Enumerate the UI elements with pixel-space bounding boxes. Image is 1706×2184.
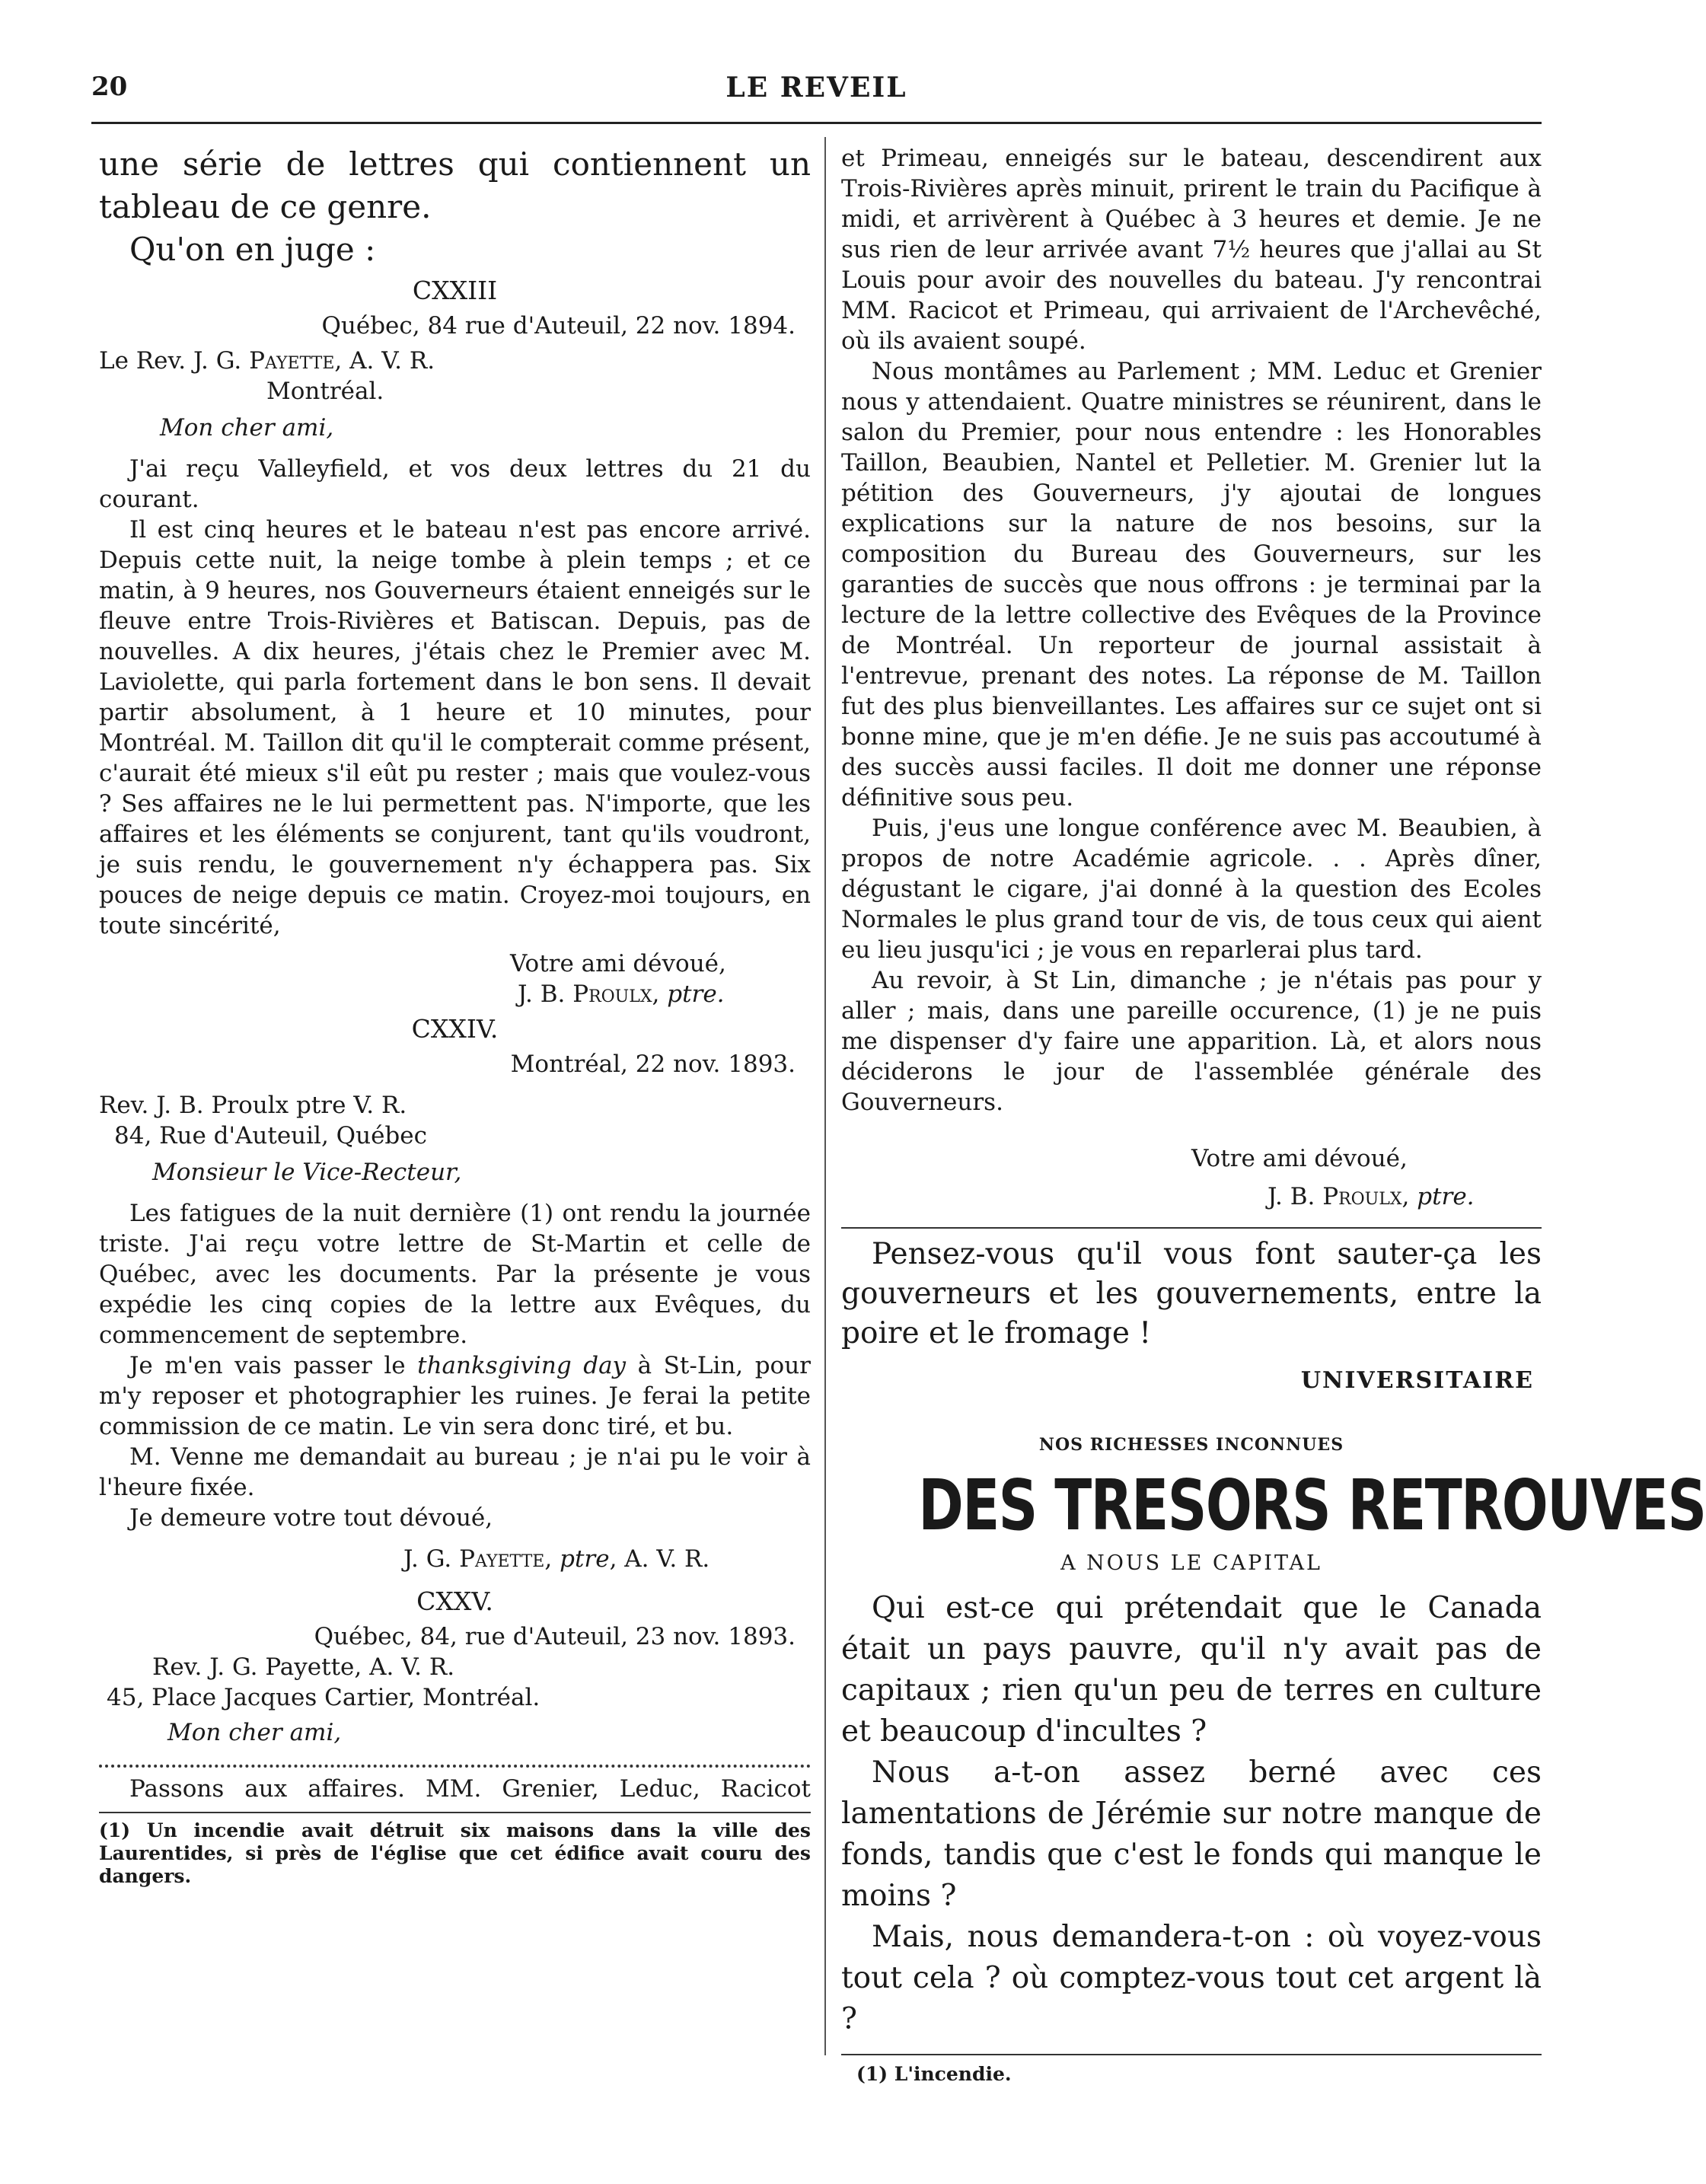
section-rule bbox=[841, 1227, 1542, 1229]
letter-number: CXXIII bbox=[412, 276, 498, 305]
footnote-rule bbox=[99, 1812, 811, 1813]
article-paragraph: Mais, nous demandera-t-on : où voyez-vous tout cela ? où comptez-vous tout cet argent là ? bbox=[841, 1920, 1542, 2036]
letter-paragraph: Je demeure votre tout dévoué, bbox=[129, 1504, 493, 1532]
letter-paragraph: Les fatigues de la nuit dernière (1) ont rendu la journée triste. J'ai reçu votre lettre de St-Martin et celle de Québec, avec les documents. Par la présente je vous expédie les cinq copies de la lettre aux Evêques, du commencement de septembre. bbox=[99, 1200, 811, 1349]
letter-paragraph: Nous montâmes au Parlement ; MM. Leduc et Grenier nous y attendaient. Quatre ministres se réunirent, dans le salon du Premier, pour nous entendre : les Honorables Taillon, Beaubien, Nantel et Pelletier. M. Grenier lut la pétition des Gouverneurs, j'y ajoutai de longues explications sur la nature de nos besoins, sur la composition du Bureau des Gouverneurs, sur les garanties de succès que nous offrons : je terminai par la lecture de la lettre collective des Evêques de la Province de Montréal. Un reporteur de journal assistait à l'entrevue, prenant des notes. La réponse de M. Taillon fut des plus bienveillantes. Les affaires sur ce sujet ont si bonne mine, que je m'en défie. Je ne suis pas accoutumé à des succès aussi faciles. Il doit me donner une réponse définitive sous peu. bbox=[841, 358, 1542, 811]
letter-number: CXXV. bbox=[416, 1586, 493, 1616]
letter-paragraph: Au revoir, à St Lin, dimanche ; je n'étais pas pour y aller ; mais, dans une pareille occurence, (1) je ne puis me dispenser d'y faire une apparition. Là, et alors nous déciderons le jour de l'assemblée générale des Gouverneurs. bbox=[841, 967, 1542, 1116]
letter-paragraph: J'ai reçu Valleyfield, et vos deux lettres du 21 du courant. bbox=[99, 455, 811, 513]
letter-salutation: Mon cher ami, bbox=[167, 1719, 342, 1746]
page-number: 20 bbox=[91, 72, 128, 102]
intro-text-2: Qu'on en juge : bbox=[129, 231, 376, 268]
article-headline: DES TRESORS RETROUVES bbox=[918, 1465, 1706, 1546]
article-signature: UNIVERSITAIRE bbox=[1300, 1367, 1534, 1394]
article-paragraph: Nous a-t-on assez berné avec ces lamentations de Jérémie sur notre manque de fonds, tandis que c'est le fonds qui manque le moins ? bbox=[841, 1755, 1542, 1913]
left-column bbox=[99, 143, 811, 1888]
letter-addressee: Le Rev. J. G. Payette, A. V. R. bbox=[99, 347, 435, 375]
letter-place-date: Québec, 84, rue d'Auteuil, 23 nov. 1893. bbox=[314, 1623, 796, 1650]
editorial-comment: Pensez-vous qu'il vous font sauter-ça les gouverneurs et les gouvernements, entre la poire et le fromage ! bbox=[841, 1237, 1542, 1350]
page-header bbox=[91, 65, 1542, 111]
article-paragraph: Qui est-ce qui prétendait que le Canada était un pays pauvre, qu'il n'y avait pas de capitaux ; rien qu'un peu de terres en culture et beaucoup d'incultes ? bbox=[841, 1591, 1542, 1749]
intro-text: une série de lettres qui contiennent un tableau de ce genre. bbox=[99, 145, 811, 225]
article-kicker: NOS RICHESSES INCONNUES bbox=[1038, 1435, 1344, 1455]
letter-closing: Votre ami dévoué, bbox=[510, 950, 726, 977]
letter-addressee: Rev. J. B. Proulx ptre V. R. bbox=[99, 1092, 407, 1119]
letter-addressee-city: Montréal. bbox=[266, 378, 384, 405]
footnote: (1) Un incendie avait détruit six maisons dans la ville des Laurentides, si près de l'église que cet édifice avait couru des dangers. bbox=[99, 1819, 811, 1887]
letter-paragraph: Il est cinq heures et le bateau n'est pas encore arrivé. Depuis cette nuit, la neige tombe à plein temps ; et ce matin, à 9 heures, nos Gouverneurs étaient enneigés sur le fleuve entre Trois-Rivières et Batiscan. Depuis, pas de nouvelles. A dix heures, j'étais chez le Premier avec M. Laviolette, qui parla fortement dans le bon sens. Il devait partir absolument, à 1 heure et 10 minutes, pour Montréal. M. Taillon dit qu'il le compterait comme présent, c'aurait été mieux s'il eût pu rester ; mais que voulez-vous ? Ses affaires ne le lui permettent pas. N'importe, que les affaires et les éléments se conjurent, tant qu'ils voudront, je suis rendu, le gouvernement n'y échappera pas. Six pouces de neige depuis ce matin. Croyez-moi toujours, en toute sincérité, bbox=[99, 516, 811, 939]
continuation-text: Passons aux affaires. MM. Grenier, Leduc, Racicot bbox=[129, 1775, 811, 1803]
letter-number: CXXIV. bbox=[411, 1014, 499, 1044]
letter-signature: J. B. Proulx, ptre. bbox=[1268, 1183, 1475, 1210]
letter-place-date: Québec, 84 rue d'Auteuil, 22 nov. 1894. bbox=[321, 312, 796, 340]
article-subhead: A NOUS LE CAPITAL bbox=[1060, 1551, 1322, 1575]
header-rule bbox=[91, 122, 1542, 124]
right-column bbox=[841, 143, 1706, 2086]
letter-paragraph: Puis, j'eus une longue conférence avec M. Beaubien, à propos de notre Académie agricole. . . Après dîner, dégustant le cigare, j'ai donné à la question des Ecoles Normales le plus grand tour de vis, de tous ceux qui aient eu lieu jusqu'ici ; je vous en reparlerai plus tard. bbox=[841, 815, 1542, 964]
footnote: (1) L'incendie. bbox=[856, 2063, 1012, 2085]
letter-address: 84, Rue d'Auteuil, Québec bbox=[114, 1122, 427, 1149]
letter-paragraph: M. Venne me demandait au bureau ; je n'ai pu le voir à l'heure fixée. bbox=[99, 1443, 811, 1501]
column-divider bbox=[824, 137, 826, 2055]
letter-signature: J. B. Proulx, ptre. bbox=[518, 980, 725, 1008]
letter-place-date: Montréal, 22 nov. 1893. bbox=[510, 1051, 796, 1078]
letter-paragraph: Je m'en vais passer le thanksgiving day à St-Lin, pour m'y reposer et photographier les ruines. Je ferai la petite commission de ce matin. Le vin sera donc tiré, et bu. bbox=[99, 1352, 811, 1440]
running-title: LE REVEIL bbox=[725, 72, 907, 104]
letter-addressee: Rev. J. G. Payette, A. V. R. bbox=[152, 1653, 455, 1681]
letter-salutation: Mon cher ami, bbox=[160, 414, 334, 442]
letter-address: 45, Place Jacques Cartier, Montréal. bbox=[107, 1684, 540, 1711]
letter-salutation: Monsieur le Vice-Recteur, bbox=[152, 1159, 462, 1186]
footnote-rule bbox=[841, 2054, 1542, 2055]
letter-paragraph: et Primeau, enneigés sur le bateau, descendirent aux Trois-Rivières après minuit, prirent le train du Pacifique à midi, et arrivèrent à Québec à 3 heures et demie. Je ne sus rien de leur arrivée avant 7½ heures que j'allai au St Louis pour avoir des nouvelles du bateau. J'y rencontrai MM. Racicot et Primeau, qui arrivaient de l'Archevêché, où ils avaient soupé. bbox=[841, 145, 1542, 355]
letter-signature: J. G. Payette, ptre, A. V. R. bbox=[403, 1545, 710, 1573]
letter-closing: Votre ami dévoué, bbox=[1191, 1145, 1408, 1172]
dotted-separator bbox=[99, 1765, 811, 1768]
